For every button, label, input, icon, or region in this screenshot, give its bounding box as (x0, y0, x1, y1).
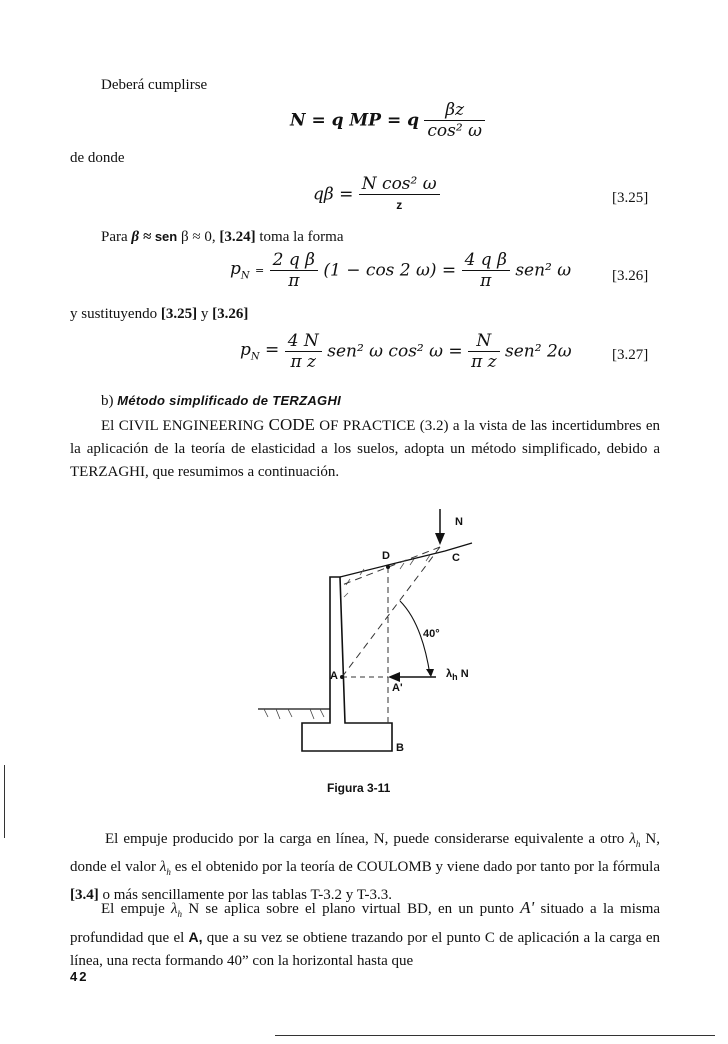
eq326-lhs (230, 259, 265, 282)
para3-lam: λ (171, 901, 178, 917)
label-d: D (382, 550, 390, 562)
paragraph-1 (70, 413, 660, 484)
para2-lambda2 (160, 859, 171, 875)
para1-post: OF PRACTICE (3.2) a la vista de las incertidumbres en la aplicación de la teoría de elasticidad a los suelos, adopta un método simplificado, debido a TERZAGHI, que resumimos a continuación. (70, 418, 661, 480)
eq326-fraction-2 (462, 250, 510, 291)
section-prefix: b) (101, 393, 114, 409)
section-heading (101, 393, 341, 410)
label-a: A (330, 670, 338, 682)
eq326-num2: 4 q β (462, 250, 510, 271)
para-line-ref: [3.24] (219, 229, 256, 245)
label-force-sub: h (452, 672, 458, 683)
label-angle: 40° (423, 628, 440, 640)
eq326-p: p (230, 259, 241, 280)
para-line (101, 229, 344, 246)
eq327-lhs (240, 340, 280, 363)
figure-caption: Figura 3-11 (327, 781, 391, 795)
eq327-num1: 4 N (285, 331, 322, 352)
sust-ref1: [3.25] (160, 306, 198, 322)
para2-t3: es el obtenido por la teoría de COULOMB y viene dado por tanto por la fórmula (174, 859, 660, 875)
eq326-eqsign: = (255, 264, 265, 278)
eq326-number: [3.26] (612, 268, 649, 284)
label-force (446, 668, 469, 682)
para2-lam1: λ (629, 831, 636, 847)
para2-lam2-sub: h (166, 867, 171, 877)
eq327-tail: sen² 2ω (505, 341, 572, 362)
equation-3-27 (240, 331, 572, 372)
page-number: 42 (70, 969, 89, 984)
eq327-den1: π z (290, 352, 317, 372)
para2-lambda1 (629, 831, 640, 847)
n-arrow-head (435, 533, 445, 545)
figure-3-11 (250, 505, 490, 767)
label-a-prime: A' (392, 682, 403, 694)
eq326-den1: π (288, 271, 300, 291)
sust-y: y (200, 306, 209, 322)
eq327-sub: N (250, 351, 260, 363)
para-line-rest: toma la forma (259, 229, 344, 245)
equation-3-25 (313, 174, 440, 215)
eq326-den2: π (480, 271, 492, 291)
para3-t2: N se aplica sobre el plano virtual BD, en un punto (188, 901, 514, 917)
point-d-marker (386, 565, 390, 569)
para3-lam-sub: h (177, 909, 183, 919)
para3-lambda (171, 901, 182, 917)
para2-t1: El empuje producido por la carga en línea, N, puede considerarse equivalente a otro (105, 831, 625, 847)
para3-t4: que a su vez se obtiene trazando por el punto C de aplicación a la carga en línea, una recta formando 40” con la horizontal hasta que (70, 930, 661, 969)
eq325-number: [3.25] (612, 190, 649, 206)
eq326-tail: sen² ω (515, 260, 572, 281)
label-b: B (396, 742, 404, 754)
para1-pre: El CIVIL ENGINEERING (101, 418, 265, 434)
eq326-fraction-1 (270, 250, 318, 291)
sust-ref2: [3.26] (212, 306, 249, 322)
eq326-mid: (1 − cos 2 ω) = (323, 260, 457, 281)
para2-ref: [3.4] (70, 887, 99, 903)
para2-lam1-sub: h (635, 839, 641, 849)
para2-lam2: λ (159, 859, 167, 875)
label-c: C (452, 552, 460, 564)
eq327-fraction-2 (468, 331, 500, 372)
margin-line-2 (4, 800, 5, 838)
eq326-sub: N (240, 270, 250, 282)
eq327-fraction-1 (285, 331, 322, 372)
de-donde-text: de donde (70, 150, 125, 166)
para-line-post: β ≈ 0, (180, 229, 216, 245)
paragraph-3 (70, 896, 660, 973)
eq327-number: [3.27] (612, 347, 649, 363)
label-force-tail: N (460, 668, 469, 680)
eq325-fraction (359, 174, 440, 215)
label-force-lambda: λ (446, 668, 453, 680)
force-arrow-head (388, 672, 400, 682)
label-n: N (455, 516, 463, 528)
eq327-p: p (240, 340, 251, 361)
eq327-num2: N (468, 331, 500, 352)
eq327-mid: sen² ω cos² ω = (327, 341, 463, 362)
front-ground-hatching (264, 709, 324, 719)
eq327-den2: π z (471, 352, 497, 372)
eq1-fraction (424, 100, 485, 141)
equation-1 (290, 100, 485, 141)
para2-t4: o más sencillamente por las tablas T-3.2 y T-3.3. (102, 887, 393, 903)
eq1-denominator: cos² ω (427, 121, 482, 141)
section-title: Método simplificado de TERZAGHI (117, 393, 342, 408)
retaining-wall (302, 577, 392, 751)
margin-line-1 (4, 765, 5, 803)
eq325-lhs: qβ = (313, 184, 354, 205)
para1-code: CODE (268, 415, 315, 434)
para3-a-bold: A, (188, 929, 203, 945)
intro-text: Deberá cumplirse (101, 77, 208, 93)
para-line-beta: β ≈ (131, 229, 152, 245)
para-line-sen: sen (154, 229, 178, 244)
point-a-marker (340, 675, 344, 679)
para-line-pre: Para (101, 229, 128, 245)
para2-t2: N, donde el valor (70, 831, 660, 875)
eq326-num1: 2 q β (270, 250, 318, 271)
eq1-numerator: βz (424, 100, 485, 121)
para3-t3: situado a la misma profundidad que el (70, 901, 661, 946)
eq327-eqsign: = (265, 340, 280, 361)
para3-aprime: A' (520, 898, 535, 917)
para3-t1: El empuje (101, 901, 165, 917)
sustituyendo-line (70, 306, 248, 323)
eq325-numerator: N cos² ω (359, 174, 440, 195)
sust-pre: y sustituyendo (70, 306, 158, 322)
eq1-lhs: N = q MP = q (290, 110, 419, 131)
footer-rule (275, 1035, 715, 1036)
equation-3-26 (230, 250, 571, 291)
angle-arc-head (426, 669, 434, 677)
eq325-denominator: z (396, 198, 403, 212)
